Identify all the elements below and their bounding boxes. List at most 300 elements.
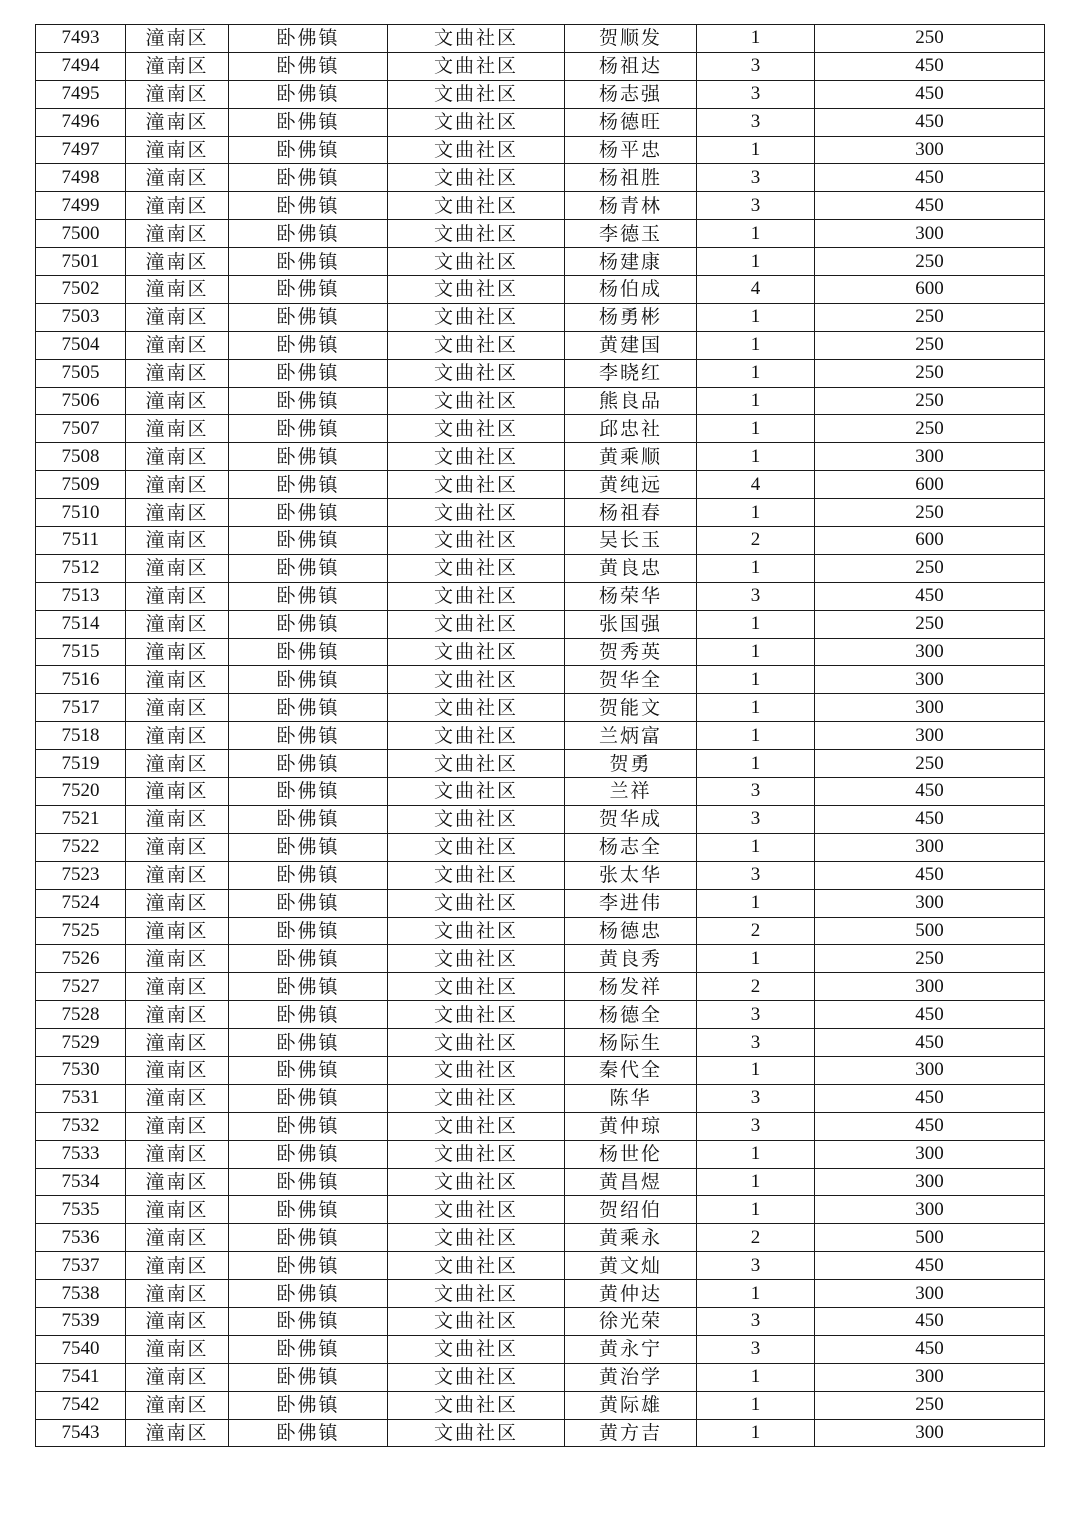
cell-name: 陈华 xyxy=(565,1084,697,1112)
cell-community: 文曲社区 xyxy=(388,778,565,806)
cell-serial-number: 7535 xyxy=(36,1196,126,1224)
cell-count: 1 xyxy=(697,638,815,666)
cell-count: 1 xyxy=(697,499,815,527)
cell-community: 文曲社区 xyxy=(388,889,565,917)
cell-district: 潼南区 xyxy=(126,666,229,694)
cell-amount: 450 xyxy=(815,1112,1045,1140)
cell-community: 文曲社区 xyxy=(388,861,565,889)
cell-name: 贺华成 xyxy=(565,805,697,833)
cell-community: 文曲社区 xyxy=(388,359,565,387)
cell-amount: 300 xyxy=(815,889,1045,917)
cell-district: 潼南区 xyxy=(126,610,229,638)
cell-community: 文曲社区 xyxy=(388,471,565,499)
cell-town: 卧佛镇 xyxy=(229,471,388,499)
cell-count: 3 xyxy=(697,778,815,806)
cell-name: 杨祖胜 xyxy=(565,164,697,192)
cell-district: 潼南区 xyxy=(126,694,229,722)
table-row xyxy=(36,1084,1045,1112)
cell-serial-number: 7496 xyxy=(36,108,126,136)
cell-community: 文曲社区 xyxy=(388,694,565,722)
cell-serial-number: 7522 xyxy=(36,833,126,861)
cell-town: 卧佛镇 xyxy=(229,415,388,443)
cell-town: 卧佛镇 xyxy=(229,276,388,304)
cell-district: 潼南区 xyxy=(126,917,229,945)
cell-name: 杨世伦 xyxy=(565,1140,697,1168)
table-row xyxy=(36,722,1045,750)
cell-community: 文曲社区 xyxy=(388,164,565,192)
cell-serial-number: 7510 xyxy=(36,499,126,527)
cell-serial-number: 7521 xyxy=(36,805,126,833)
cell-serial-number: 7498 xyxy=(36,164,126,192)
cell-name: 杨伯成 xyxy=(565,276,697,304)
cell-count: 3 xyxy=(697,861,815,889)
cell-name: 杨德全 xyxy=(565,1001,697,1029)
cell-amount: 300 xyxy=(815,1140,1045,1168)
cell-town: 卧佛镇 xyxy=(229,917,388,945)
table-row xyxy=(36,80,1045,108)
table-row xyxy=(36,136,1045,164)
cell-amount: 250 xyxy=(815,554,1045,582)
cell-community: 文曲社区 xyxy=(388,973,565,1001)
cell-amount: 600 xyxy=(815,527,1045,555)
cell-name: 黄永宁 xyxy=(565,1335,697,1363)
cell-serial-number: 7499 xyxy=(36,192,126,220)
cell-district: 潼南区 xyxy=(126,833,229,861)
cell-name: 秦代全 xyxy=(565,1056,697,1084)
cell-district: 潼南区 xyxy=(126,722,229,750)
cell-serial-number: 7519 xyxy=(36,750,126,778)
cell-count: 1 xyxy=(697,387,815,415)
cell-serial-number: 7527 xyxy=(36,973,126,1001)
cell-district: 潼南区 xyxy=(126,136,229,164)
table-row xyxy=(36,1112,1045,1140)
cell-town: 卧佛镇 xyxy=(229,554,388,582)
cell-count: 1 xyxy=(697,1056,815,1084)
cell-name: 黄良忠 xyxy=(565,554,697,582)
cell-count: 1 xyxy=(697,1419,815,1447)
cell-community: 文曲社区 xyxy=(388,1140,565,1168)
cell-town: 卧佛镇 xyxy=(229,833,388,861)
cell-district: 潼南区 xyxy=(126,778,229,806)
cell-amount: 300 xyxy=(815,1363,1045,1391)
cell-count: 1 xyxy=(697,303,815,331)
cell-community: 文曲社区 xyxy=(388,750,565,778)
cell-community: 文曲社区 xyxy=(388,1391,565,1419)
table-row xyxy=(36,1307,1045,1335)
cell-amount: 450 xyxy=(815,192,1045,220)
cell-count: 1 xyxy=(697,554,815,582)
cell-serial-number: 7517 xyxy=(36,694,126,722)
table-row xyxy=(36,917,1045,945)
cell-town: 卧佛镇 xyxy=(229,80,388,108)
cell-amount: 300 xyxy=(815,1168,1045,1196)
cell-town: 卧佛镇 xyxy=(229,1335,388,1363)
cell-town: 卧佛镇 xyxy=(229,1196,388,1224)
table-row xyxy=(36,554,1045,582)
cell-count: 1 xyxy=(697,359,815,387)
table-row xyxy=(36,1140,1045,1168)
cell-district: 潼南区 xyxy=(126,1224,229,1252)
cell-district: 潼南区 xyxy=(126,1168,229,1196)
cell-district: 潼南区 xyxy=(126,331,229,359)
cell-district: 潼南区 xyxy=(126,1056,229,1084)
cell-name: 黄建国 xyxy=(565,331,697,359)
cell-count: 1 xyxy=(697,1363,815,1391)
cell-name: 徐光荣 xyxy=(565,1307,697,1335)
cell-count: 4 xyxy=(697,276,815,304)
cell-amount: 300 xyxy=(815,833,1045,861)
cell-town: 卧佛镇 xyxy=(229,1001,388,1029)
cell-town: 卧佛镇 xyxy=(229,973,388,1001)
cell-serial-number: 7505 xyxy=(36,359,126,387)
table-row xyxy=(36,331,1045,359)
cell-district: 潼南区 xyxy=(126,192,229,220)
cell-name: 黄治学 xyxy=(565,1363,697,1391)
cell-community: 文曲社区 xyxy=(388,303,565,331)
cell-community: 文曲社区 xyxy=(388,582,565,610)
cell-amount: 600 xyxy=(815,276,1045,304)
cell-community: 文曲社区 xyxy=(388,1112,565,1140)
cell-community: 文曲社区 xyxy=(388,1419,565,1447)
cell-name: 熊良品 xyxy=(565,387,697,415)
cell-count: 2 xyxy=(697,973,815,1001)
cell-serial-number: 7500 xyxy=(36,220,126,248)
cell-district: 潼南区 xyxy=(126,638,229,666)
cell-community: 文曲社区 xyxy=(388,722,565,750)
cell-serial-number: 7543 xyxy=(36,1419,126,1447)
cell-town: 卧佛镇 xyxy=(229,805,388,833)
cell-name: 李德玉 xyxy=(565,220,697,248)
cell-name: 贺顺发 xyxy=(565,25,697,53)
table-row xyxy=(36,220,1045,248)
table-row xyxy=(36,527,1045,555)
cell-name: 杨平忠 xyxy=(565,136,697,164)
table-row xyxy=(36,666,1045,694)
cell-community: 文曲社区 xyxy=(388,666,565,694)
cell-district: 潼南区 xyxy=(126,25,229,53)
cell-district: 潼南区 xyxy=(126,108,229,136)
cell-amount: 300 xyxy=(815,638,1045,666)
cell-serial-number: 7520 xyxy=(36,778,126,806)
cell-name: 杨德旺 xyxy=(565,108,697,136)
cell-town: 卧佛镇 xyxy=(229,638,388,666)
cell-community: 文曲社区 xyxy=(388,945,565,973)
cell-town: 卧佛镇 xyxy=(229,1168,388,1196)
cell-serial-number: 7516 xyxy=(36,666,126,694)
cell-amount: 250 xyxy=(815,945,1045,973)
cell-town: 卧佛镇 xyxy=(229,1363,388,1391)
cell-name: 杨祖达 xyxy=(565,52,697,80)
cell-community: 文曲社区 xyxy=(388,1307,565,1335)
table-row xyxy=(36,303,1045,331)
cell-district: 潼南区 xyxy=(126,1391,229,1419)
cell-serial-number: 7532 xyxy=(36,1112,126,1140)
cell-district: 潼南区 xyxy=(126,582,229,610)
cell-serial-number: 7493 xyxy=(36,25,126,53)
cell-serial-number: 7540 xyxy=(36,1335,126,1363)
cell-serial-number: 7495 xyxy=(36,80,126,108)
cell-community: 文曲社区 xyxy=(388,1056,565,1084)
cell-town: 卧佛镇 xyxy=(229,192,388,220)
cell-count: 1 xyxy=(697,945,815,973)
table-row xyxy=(36,610,1045,638)
cell-name: 黄良秀 xyxy=(565,945,697,973)
cell-serial-number: 7531 xyxy=(36,1084,126,1112)
cell-serial-number: 7524 xyxy=(36,889,126,917)
cell-name: 黄仲琼 xyxy=(565,1112,697,1140)
cell-town: 卧佛镇 xyxy=(229,610,388,638)
cell-name: 黄文灿 xyxy=(565,1252,697,1280)
cell-town: 卧佛镇 xyxy=(229,945,388,973)
data-table xyxy=(35,24,1045,1447)
cell-district: 潼南区 xyxy=(126,750,229,778)
cell-district: 潼南区 xyxy=(126,387,229,415)
cell-district: 潼南区 xyxy=(126,1252,229,1280)
cell-count: 1 xyxy=(697,666,815,694)
cell-community: 文曲社区 xyxy=(388,805,565,833)
cell-community: 文曲社区 xyxy=(388,833,565,861)
cell-district: 潼南区 xyxy=(126,303,229,331)
cell-name: 杨勇彬 xyxy=(565,303,697,331)
cell-amount: 450 xyxy=(815,778,1045,806)
cell-count: 2 xyxy=(697,917,815,945)
cell-amount: 300 xyxy=(815,1196,1045,1224)
table-row xyxy=(36,387,1045,415)
cell-count: 4 xyxy=(697,471,815,499)
cell-name: 黄乘永 xyxy=(565,1224,697,1252)
cell-count: 3 xyxy=(697,1084,815,1112)
cell-community: 文曲社区 xyxy=(388,1029,565,1057)
cell-name: 黄方吉 xyxy=(565,1419,697,1447)
cell-town: 卧佛镇 xyxy=(229,387,388,415)
cell-amount: 450 xyxy=(815,164,1045,192)
cell-district: 潼南区 xyxy=(126,443,229,471)
cell-amount: 450 xyxy=(815,1084,1045,1112)
cell-town: 卧佛镇 xyxy=(229,582,388,610)
table-row xyxy=(36,1224,1045,1252)
cell-name: 杨祖春 xyxy=(565,499,697,527)
table-row xyxy=(36,1280,1045,1308)
cell-serial-number: 7539 xyxy=(36,1307,126,1335)
table-row xyxy=(36,192,1045,220)
cell-count: 1 xyxy=(697,443,815,471)
cell-count: 1 xyxy=(697,889,815,917)
cell-amount: 450 xyxy=(815,52,1045,80)
cell-district: 潼南区 xyxy=(126,499,229,527)
cell-amount: 250 xyxy=(815,499,1045,527)
cell-serial-number: 7502 xyxy=(36,276,126,304)
cell-count: 1 xyxy=(697,694,815,722)
cell-district: 潼南区 xyxy=(126,1112,229,1140)
cell-community: 文曲社区 xyxy=(388,220,565,248)
cell-count: 1 xyxy=(697,25,815,53)
cell-town: 卧佛镇 xyxy=(229,1307,388,1335)
cell-amount: 250 xyxy=(815,750,1045,778)
table-row xyxy=(36,1029,1045,1057)
cell-name: 杨际生 xyxy=(565,1029,697,1057)
cell-serial-number: 7515 xyxy=(36,638,126,666)
cell-town: 卧佛镇 xyxy=(229,303,388,331)
cell-town: 卧佛镇 xyxy=(229,52,388,80)
cell-amount: 500 xyxy=(815,917,1045,945)
cell-count: 3 xyxy=(697,164,815,192)
cell-count: 3 xyxy=(697,1112,815,1140)
cell-count: 3 xyxy=(697,108,815,136)
cell-serial-number: 7504 xyxy=(36,331,126,359)
cell-serial-number: 7508 xyxy=(36,443,126,471)
cell-amount: 300 xyxy=(815,1280,1045,1308)
table-row xyxy=(36,973,1045,1001)
cell-town: 卧佛镇 xyxy=(229,527,388,555)
cell-amount: 250 xyxy=(815,25,1045,53)
cell-count: 3 xyxy=(697,1335,815,1363)
cell-community: 文曲社区 xyxy=(388,52,565,80)
cell-name: 贺勇 xyxy=(565,750,697,778)
cell-count: 1 xyxy=(697,415,815,443)
cell-serial-number: 7526 xyxy=(36,945,126,973)
cell-amount: 300 xyxy=(815,722,1045,750)
table-row xyxy=(36,499,1045,527)
cell-community: 文曲社区 xyxy=(388,610,565,638)
table-row xyxy=(36,359,1045,387)
cell-count: 2 xyxy=(697,1224,815,1252)
cell-count: 1 xyxy=(697,1168,815,1196)
cell-amount: 300 xyxy=(815,443,1045,471)
cell-district: 潼南区 xyxy=(126,415,229,443)
cell-name: 张国强 xyxy=(565,610,697,638)
cell-community: 文曲社区 xyxy=(388,1280,565,1308)
cell-name: 杨志强 xyxy=(565,80,697,108)
cell-name: 杨德忠 xyxy=(565,917,697,945)
cell-amount: 450 xyxy=(815,108,1045,136)
table-row xyxy=(36,945,1045,973)
cell-count: 3 xyxy=(697,1029,815,1057)
table-row xyxy=(36,52,1045,80)
cell-community: 文曲社区 xyxy=(388,554,565,582)
cell-town: 卧佛镇 xyxy=(229,1252,388,1280)
cell-community: 文曲社区 xyxy=(388,192,565,220)
cell-name: 贺绍伯 xyxy=(565,1196,697,1224)
table-row xyxy=(36,1363,1045,1391)
table-body xyxy=(36,25,1045,1447)
cell-town: 卧佛镇 xyxy=(229,248,388,276)
cell-serial-number: 7497 xyxy=(36,136,126,164)
cell-serial-number: 7511 xyxy=(36,527,126,555)
cell-name: 张太华 xyxy=(565,861,697,889)
cell-count: 1 xyxy=(697,750,815,778)
cell-name: 黄乘顺 xyxy=(565,443,697,471)
cell-district: 潼南区 xyxy=(126,1084,229,1112)
cell-name: 黄际雄 xyxy=(565,1391,697,1419)
cell-town: 卧佛镇 xyxy=(229,443,388,471)
cell-town: 卧佛镇 xyxy=(229,1280,388,1308)
cell-amount: 300 xyxy=(815,694,1045,722)
cell-amount: 250 xyxy=(815,610,1045,638)
cell-name: 黄仲达 xyxy=(565,1280,697,1308)
cell-amount: 250 xyxy=(815,248,1045,276)
cell-district: 潼南区 xyxy=(126,1001,229,1029)
cell-name: 杨建康 xyxy=(565,248,697,276)
cell-name: 杨荣华 xyxy=(565,582,697,610)
cell-community: 文曲社区 xyxy=(388,527,565,555)
cell-community: 文曲社区 xyxy=(388,443,565,471)
cell-amount: 300 xyxy=(815,136,1045,164)
cell-town: 卧佛镇 xyxy=(229,694,388,722)
table-row xyxy=(36,582,1045,610)
cell-town: 卧佛镇 xyxy=(229,164,388,192)
cell-town: 卧佛镇 xyxy=(229,778,388,806)
cell-community: 文曲社区 xyxy=(388,415,565,443)
cell-serial-number: 7503 xyxy=(36,303,126,331)
cell-district: 潼南区 xyxy=(126,80,229,108)
cell-town: 卧佛镇 xyxy=(229,220,388,248)
cell-count: 1 xyxy=(697,331,815,359)
cell-district: 潼南区 xyxy=(126,471,229,499)
cell-district: 潼南区 xyxy=(126,1196,229,1224)
cell-town: 卧佛镇 xyxy=(229,666,388,694)
cell-community: 文曲社区 xyxy=(388,25,565,53)
cell-community: 文曲社区 xyxy=(388,1363,565,1391)
cell-name: 李进伟 xyxy=(565,889,697,917)
cell-community: 文曲社区 xyxy=(388,331,565,359)
cell-amount: 600 xyxy=(815,471,1045,499)
cell-serial-number: 7530 xyxy=(36,1056,126,1084)
table-row xyxy=(36,861,1045,889)
cell-district: 潼南区 xyxy=(126,1140,229,1168)
cell-amount: 450 xyxy=(815,80,1045,108)
cell-serial-number: 7507 xyxy=(36,415,126,443)
cell-district: 潼南区 xyxy=(126,1335,229,1363)
cell-serial-number: 7494 xyxy=(36,52,126,80)
cell-district: 潼南区 xyxy=(126,945,229,973)
cell-serial-number: 7528 xyxy=(36,1001,126,1029)
cell-count: 3 xyxy=(697,1307,815,1335)
cell-serial-number: 7536 xyxy=(36,1224,126,1252)
cell-community: 文曲社区 xyxy=(388,1224,565,1252)
cell-community: 文曲社区 xyxy=(388,1001,565,1029)
table-row xyxy=(36,1419,1045,1447)
cell-name: 杨志全 xyxy=(565,833,697,861)
cell-district: 潼南区 xyxy=(126,861,229,889)
cell-count: 3 xyxy=(697,1001,815,1029)
table-row xyxy=(36,1252,1045,1280)
table-row xyxy=(36,415,1045,443)
cell-amount: 250 xyxy=(815,303,1045,331)
cell-district: 潼南区 xyxy=(126,554,229,582)
cell-town: 卧佛镇 xyxy=(229,1224,388,1252)
cell-district: 潼南区 xyxy=(126,1029,229,1057)
table-row xyxy=(36,750,1045,778)
cell-serial-number: 7534 xyxy=(36,1168,126,1196)
cell-town: 卧佛镇 xyxy=(229,1391,388,1419)
table-row xyxy=(36,471,1045,499)
cell-amount: 250 xyxy=(815,387,1045,415)
cell-town: 卧佛镇 xyxy=(229,136,388,164)
cell-serial-number: 7542 xyxy=(36,1391,126,1419)
cell-amount: 250 xyxy=(815,415,1045,443)
cell-count: 1 xyxy=(697,833,815,861)
cell-district: 潼南区 xyxy=(126,1280,229,1308)
cell-town: 卧佛镇 xyxy=(229,1029,388,1057)
cell-town: 卧佛镇 xyxy=(229,1112,388,1140)
cell-community: 文曲社区 xyxy=(388,136,565,164)
cell-count: 3 xyxy=(697,805,815,833)
table-row xyxy=(36,108,1045,136)
cell-name: 贺秀英 xyxy=(565,638,697,666)
cell-name: 贺能文 xyxy=(565,694,697,722)
cell-name: 兰祥 xyxy=(565,778,697,806)
cell-amount: 300 xyxy=(815,973,1045,1001)
